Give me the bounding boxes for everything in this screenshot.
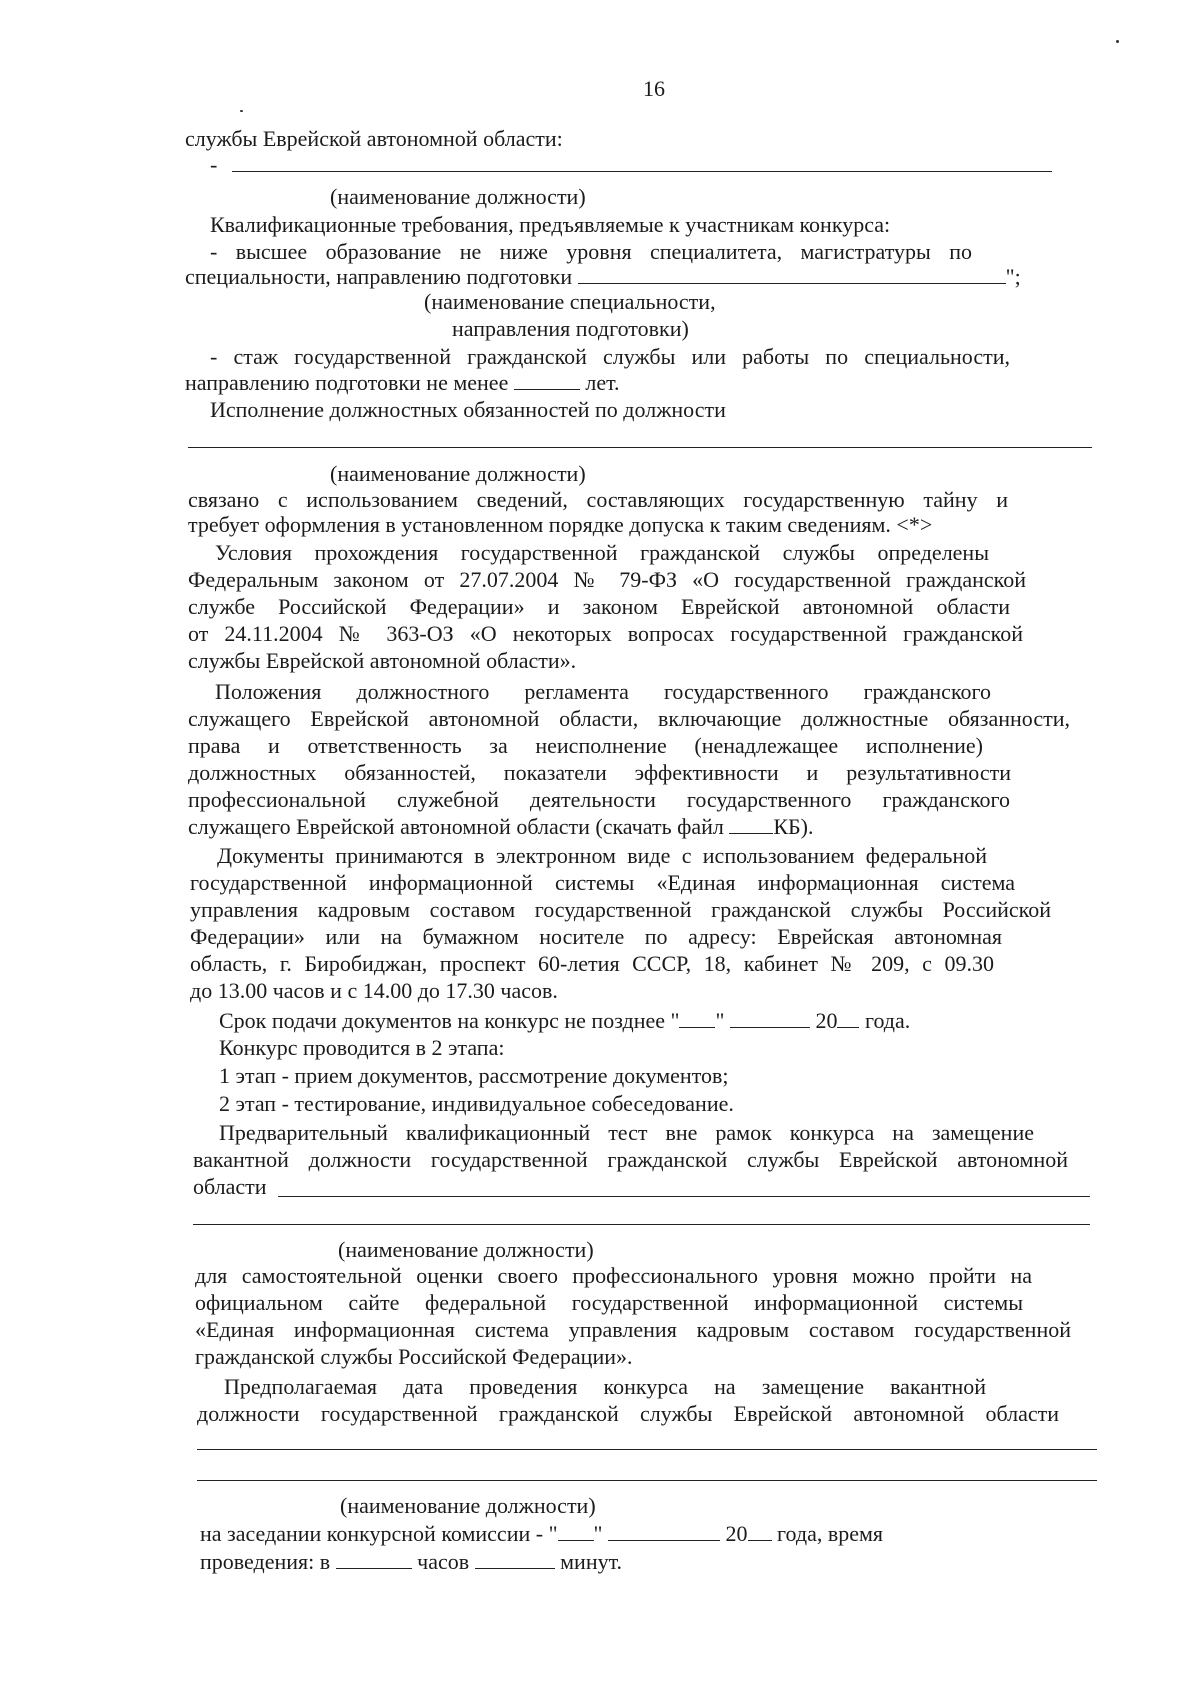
text-segment: минут.	[560, 1549, 623, 1574]
blank-field	[748, 1522, 772, 1541]
blank-field	[514, 371, 580, 390]
text-line: профессиональной служебной деятельности государственного гражданского	[188, 787, 1010, 812]
text-line: гражданской службы Российской Федерации».	[195, 1344, 633, 1369]
text-line: Квалификационные требования, предъявляемые к участникам конкурса:	[210, 212, 891, 237]
scan-speck	[240, 110, 243, 112]
text-line	[200, 1549, 622, 1575]
text-segment: на заседании конкурсной комиссии - "	[200, 1521, 558, 1546]
text-line: -	[210, 152, 218, 177]
text-segment: проведения: в	[200, 1549, 331, 1574]
text-line: управления кадровым составом государственной гражданской службы Российской	[190, 897, 1051, 922]
blank-line	[197, 1449, 1097, 1450]
page-number: 16	[643, 76, 665, 101]
text-line: вакантной должности государственной гражданской службы Еврейской автономной	[193, 1147, 1068, 1172]
text-line: служащего Еврейской автономной области, включающие должностные обязанности,	[188, 706, 1070, 731]
text-line: должности государственной гражданской службы Еврейской автономной области	[197, 1401, 1059, 1426]
text-line: Конкурс проводится в 2 этапа:	[219, 1035, 505, 1060]
blank-line	[193, 1224, 1090, 1225]
scan-speck	[1116, 40, 1119, 43]
text-segment: служащего Еврейской автономной области (скачать файл	[188, 814, 724, 839]
text-line	[188, 814, 814, 840]
text-segment: часов	[417, 1549, 470, 1574]
blank-line	[278, 1196, 1090, 1197]
text-line: для самостоятельной оценки своего профессионального уровня можно пройти на	[195, 1263, 1032, 1288]
text-line: службе Российской Федерации» и законом Еврейской автономной области	[188, 594, 1010, 619]
caption: (наименование должности)	[338, 1237, 594, 1262]
text-line: - высшее образование не ниже уровня специалитета, магистратуры по	[210, 239, 972, 264]
text-line: права и ответственность за неисполнение (ненадлежащее исполнение)	[188, 733, 983, 758]
text-line: Предполагаемая дата проведения конкурса на замещение вакантной	[224, 1374, 986, 1399]
blank-field	[730, 1009, 810, 1028]
blank-field	[578, 265, 1006, 284]
text-segment: лет.	[585, 370, 620, 395]
text-line: Федеральным законом от 27.07.2004 № 79-ФЗ «О государственной гражданской	[188, 567, 1026, 592]
blank-field	[608, 1522, 720, 1541]
blank-field	[475, 1550, 555, 1569]
text-line: Федерации» или на бумажном носителе по адресу: Еврейская автономная	[190, 924, 1002, 949]
text-line: от 24.11.2004 № 363-ОЗ «О некоторых вопросах государственной гражданской	[188, 621, 1023, 646]
caption: (наименование должности)	[330, 461, 586, 486]
text-segment: специальности, направлению подготовки	[185, 264, 573, 289]
text-line: Предварительный квалификационный тест вне рамок конкурса на замещение	[219, 1120, 1034, 1145]
text-line: государственной информационной системы «Единая информационная система	[190, 870, 1015, 895]
text-segment: года, время	[777, 1521, 884, 1546]
blank-field	[558, 1522, 594, 1541]
text-line: 1 этап - прием документов, рассмотрение документов;	[219, 1063, 729, 1088]
blank-line	[188, 447, 1092, 448]
text-line: 2 этап - тестирование, индивидуальное собеседование.	[219, 1091, 734, 1116]
text-line: «Единая информационная система управления кадровым составом государственной	[195, 1317, 1071, 1342]
caption: (наименование должности)	[330, 184, 586, 209]
caption: (наименование должности)	[340, 1493, 596, 1518]
text-line: области	[193, 1174, 267, 1199]
text-line: Исполнение должностных обязанностей по должности	[210, 397, 726, 422]
text-line: службы Еврейской автономной области:	[185, 126, 563, 151]
blank-line	[232, 171, 1052, 172]
text-line: требует оформления в установленном порядке допуска к таким сведениям. <*>	[188, 512, 933, 537]
text-segment: КБ).	[773, 814, 814, 839]
text-line	[185, 264, 1021, 290]
text-segment: 20	[725, 1521, 748, 1546]
text-segment: 20	[815, 1008, 838, 1033]
text-segment: "	[715, 1008, 725, 1033]
text-line: должностных обязанностей, показатели эффективности и результативности	[188, 760, 1011, 785]
blank-field	[837, 1009, 859, 1028]
text-segment: года.	[864, 1008, 911, 1033]
text-segment: ";	[1005, 264, 1021, 289]
text-line: - стаж государственной гражданской службы или работы по специальности,	[210, 344, 1010, 369]
text-segment: направлению подготовки не менее	[185, 370, 509, 395]
text-line	[200, 1521, 883, 1547]
text-line: до 13.00 часов и с 14.00 до 17.30 часов.	[190, 978, 558, 1003]
text-segment: "	[593, 1521, 603, 1546]
caption: направления подготовки)	[452, 316, 689, 341]
caption: (наименование специальности,	[424, 289, 716, 314]
text-line	[185, 370, 620, 396]
blank-field	[336, 1550, 412, 1569]
blank-line	[197, 1480, 1097, 1481]
text-line: Условия прохождения государственной гражданской службы определены	[215, 540, 989, 565]
text-line: официальном сайте федеральной государственной информационной системы	[195, 1290, 1023, 1315]
text-segment: Срок подачи документов на конкурс не позднее "	[219, 1008, 680, 1033]
blank-field	[729, 815, 773, 834]
text-line: связано с использованием сведений, составляющих государственную тайну и	[188, 487, 1008, 512]
text-line: область, г. Биробиджан, проспект 60-летия СССР, 18, кабинет № 209, с 09.30	[190, 951, 994, 976]
text-line: Положения должностного регламента государственного гражданского	[215, 679, 991, 704]
text-line: Документы принимаются в электронном виде с использованием федеральной	[217, 843, 987, 868]
text-line: службы Еврейской автономной области».	[188, 648, 577, 673]
blank-field	[679, 1009, 715, 1028]
text-line	[219, 1008, 910, 1034]
